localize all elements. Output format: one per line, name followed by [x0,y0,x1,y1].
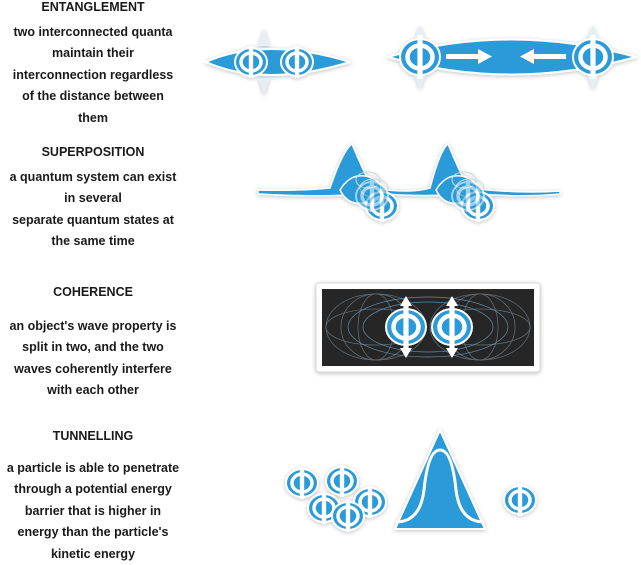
qubit-icon [332,500,364,532]
coherence-heading: COHERENCE [0,282,186,304]
tunnelling-heading: TUNNELLING [0,426,186,448]
superposition-wave [258,144,560,222]
qubit-icon [356,180,388,212]
superposition-description: a quantum system can exist in several separate quantum states at the same time [0,167,186,253]
coherence-panel [316,283,540,372]
qubit-icon [573,35,613,79]
entanglement-pair-far [388,25,636,90]
qubit-icon [281,46,313,78]
qubit-icon [452,180,484,212]
tunnelling-description: a particle is able to penetrate through a potential energy barrier that is higher in energy than the particle's kinetic energy [0,458,186,565]
barrier-triangle-icon [395,430,485,529]
entanglement-pair-near [206,28,350,96]
entanglement-heading: ENTANGLEMENT [0,0,186,19]
qubit-icon [504,484,536,516]
superposition-heading: SUPERPOSITION [0,142,186,164]
qubit-icon [235,46,267,78]
coherence-description: an object's wave property is split in two, and the two waves coherently interfere with each other [0,316,186,402]
qubit-icon [400,35,440,79]
entanglement-description: two interconnected quanta maintain their interconnection regardless of the distance between them [0,22,186,130]
qubit-icon [286,467,318,499]
tunnelling-diagram [286,430,536,532]
qubit-icon [326,465,358,497]
